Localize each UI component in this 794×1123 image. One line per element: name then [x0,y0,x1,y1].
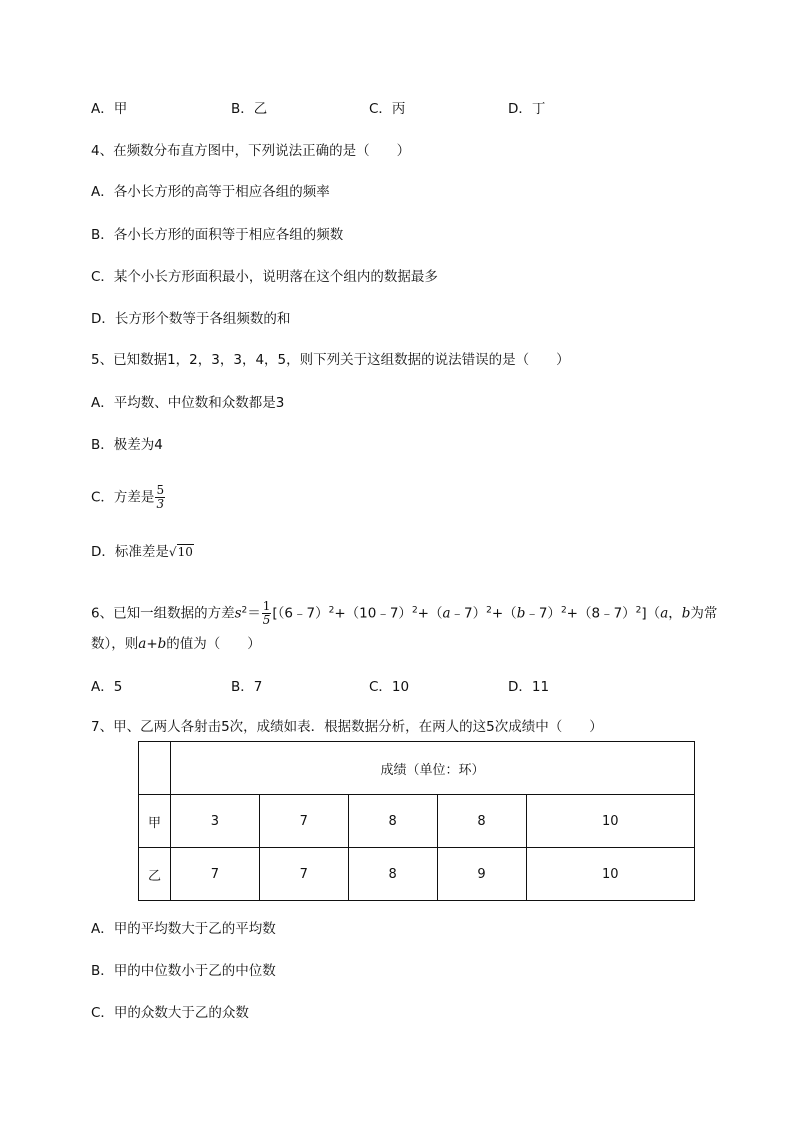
fraction-numerator: 5 [156,483,165,497]
q6-line2-prefix: 数），则 [91,636,139,652]
q6-stem-line2 [91,634,261,654]
q6-option-c: C．10 [369,679,410,695]
variable-b: b [681,605,691,622]
fraction-denominator: 3 [156,497,165,511]
table-cell: 7 [259,848,348,901]
q7-option-b: B．甲的中位数小于乙的中位数 [91,963,276,979]
table-cell: 8 [348,848,437,901]
equals-sign: ＝ [247,605,261,622]
q3-option-a: A．甲 [91,101,128,117]
q6-option-d: D．11 [508,679,550,695]
term-3-open: +（ [417,605,443,622]
term-3-close: ﹣7） [450,605,487,622]
term-4-open: +（ [491,605,517,622]
table-cell: 7 [259,795,348,848]
exponent: 2 [635,605,642,616]
table-row [139,795,695,848]
q5-stem: 5、已知数据1，2，3，3，4，5，则下列关于这组数据的说法错误的是（ ） [91,352,570,368]
fraction-one-fifth [262,600,272,627]
exponent: 2 [411,605,418,616]
scores-table [138,741,695,901]
q3-option-b: B．乙 [231,101,268,117]
comma: ， [668,605,682,622]
square-root [169,542,194,562]
plus-sign: + [146,636,158,652]
exponent: 2 [486,605,492,616]
q6-stem-prefix: 6、已知一组数据的方差 [91,605,235,622]
q6-option-b: B．7 [231,679,263,695]
radical-sign-icon: √ [168,545,177,559]
stem-tail: 为常 [690,605,718,622]
radicand: 10 [177,545,193,559]
table-cell: 8 [437,795,526,848]
table-cell: 8 [348,795,437,848]
table-cell: 7 [171,848,260,901]
exponent: 2 [241,605,248,616]
exponent: 2 [328,605,335,616]
q6-stem-line1 [91,600,717,627]
term-5: +（8﹣7） [566,605,636,622]
table-header-row [139,742,695,795]
term-4-close: ﹣7） [525,605,561,622]
q5-option-a: A．平均数、中位数和众数都是3 [91,395,285,411]
q4-option-b: B．各小长方形的面积等于相应各组的频数 [91,227,344,243]
q6-option-a: A．5 [91,679,123,695]
term-2: +（10﹣7） [334,605,412,622]
closing-bracket: ]（ [641,605,661,622]
q4-stem: 4、在频数分布直方图中，下列说法正确的是（ ） [91,143,411,159]
table-row [139,848,695,901]
row-name-yi: 乙 [139,848,171,901]
q7-option-a: A．甲的平均数大于乙的平均数 [91,921,276,937]
q4-option-c: C．某个小长方形面积最小，说明落在这个组内的数据最多 [91,269,438,285]
q5-option-c-prefix: C．方差是 [91,489,155,506]
table-cell: 3 [171,795,260,848]
q5-option-b: B．极差为4 [91,437,163,453]
q5-option-d [91,542,194,562]
fraction-numerator: 1 [262,599,271,613]
table-cell: 10 [526,848,695,901]
term-1: [（6﹣7） [272,605,329,622]
q7-stem: 7、甲、乙两人各射击5次，成绩如表．根据数据分析，在两人的这5次成绩中（ ） [91,719,603,735]
table-corner-cell [139,742,171,795]
q4-option-a: A．各小长方形的高等于相应各组的频率 [91,184,330,200]
fraction-five-thirds [155,484,165,511]
q3-option-d: D．丁 [508,101,546,117]
q5-option-c [91,484,166,511]
row-name-jia: 甲 [139,795,171,848]
table-header: 成绩（单位：环） [171,742,695,795]
exponent: 2 [560,605,567,616]
q5-option-d-prefix: D．标准差是 [91,544,169,560]
table-cell: 10 [526,795,695,848]
q4-option-d: D．长方形个数等于各组频数的和 [91,311,291,327]
variable-a: a [660,605,669,622]
q3-option-c: C．丙 [369,101,406,117]
fraction-denominator: 5 [262,613,271,627]
q6-line2-suffix: 的值为（ ） [166,636,261,652]
variable-a: a [138,636,147,652]
table-cell: 9 [437,848,526,901]
q7-option-c: C．甲的众数大于乙的众数 [91,1005,249,1021]
variance-symbol: s [234,605,242,622]
variable-b: b [516,605,526,622]
variable-b: b [157,636,167,652]
variable-a: a [442,605,451,622]
